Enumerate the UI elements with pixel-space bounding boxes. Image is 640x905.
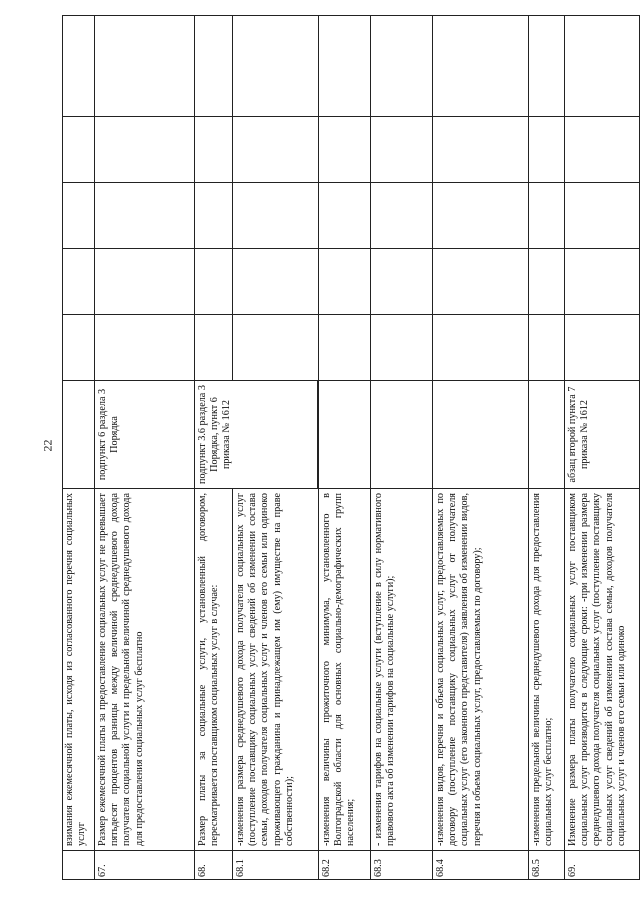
row-number: 68.5 xyxy=(529,850,564,880)
page-number: 22 xyxy=(40,439,55,452)
empty-cell xyxy=(62,248,94,314)
table-row xyxy=(433,15,529,880)
empty-cell xyxy=(529,248,564,314)
empty-cell xyxy=(433,15,528,116)
table-row xyxy=(565,15,640,880)
requirements-table xyxy=(62,15,640,880)
row-text: -изменения величины прожиточного минимума, установленного в Волгоградской области для основных социально-демографических групп населения; xyxy=(319,488,370,850)
empty-cell xyxy=(62,116,94,182)
empty-cell xyxy=(95,116,194,182)
empty-cell xyxy=(195,182,232,248)
row-text: Изменение размера платы получателю социальных услуг поставщиком социальных услуг производится в следующие сроки: -при изменении размера среднедушевого дохода получателя социальных услуг (поступление поставщику социальных услуг сведений об изменении состава семьи, доходов получателя социальных услуг и членов его семьи или одиноко xyxy=(565,488,640,850)
empty-cell xyxy=(233,116,318,182)
empty-cell xyxy=(371,248,432,314)
empty-cell xyxy=(233,15,318,116)
empty-cell xyxy=(319,182,370,248)
empty-cell xyxy=(319,116,370,182)
empty-cell xyxy=(371,182,432,248)
row-number: 68.1 xyxy=(233,850,318,880)
row-text: Размер ежемесячной платы за предоставление социальных услуг не превышает пятьдесят процентов разницы между величиной среднедушевого дохода получателя социальной услуги и предельной величиной среднедушевого дохода для предоставления социальных услуг бесплатно xyxy=(95,488,194,850)
table-row xyxy=(195,15,233,880)
row-number: 68.3 xyxy=(371,850,432,880)
empty-cell xyxy=(233,248,318,314)
empty-cell xyxy=(233,314,318,380)
empty-cell xyxy=(433,116,528,182)
empty-cell xyxy=(62,182,94,248)
empty-cell xyxy=(319,314,370,380)
table-row xyxy=(529,15,565,880)
row-number: 68.2 xyxy=(319,850,370,880)
empty-cell xyxy=(195,248,232,314)
row-text: -изменения видов, перечня и объема социальных услуг, предоставляемых по договору (поступление поставщику социальных услуг от получателя социальных услуг (его законного представителя) заявления об изменении видов, перечня и объема социальных услуг, предоставляемых по договору); xyxy=(433,488,528,850)
table-row xyxy=(62,15,95,880)
empty-cell xyxy=(433,182,528,248)
empty-cell xyxy=(233,182,318,248)
empty-cell xyxy=(195,314,232,380)
empty-cell xyxy=(95,248,194,314)
row-reference xyxy=(371,380,432,488)
empty-cell xyxy=(371,314,432,380)
row-number: 68. xyxy=(195,850,232,880)
row-reference xyxy=(319,380,370,488)
empty-cell xyxy=(371,116,432,182)
empty-cell xyxy=(565,15,640,116)
row-reference xyxy=(529,380,564,488)
empty-cell xyxy=(95,15,194,116)
empty-cell xyxy=(433,248,528,314)
row-number: 67. xyxy=(95,850,194,880)
row-reference: абзац второй пункта 7 приказа № 1612 xyxy=(565,380,640,488)
row-number: 68.4 xyxy=(433,850,528,880)
row-reference: подпункт 3.6 раздела 3 Порядка, пункт 6 приказа № 1612 xyxy=(195,380,318,488)
empty-cell xyxy=(565,116,640,182)
table-row xyxy=(371,15,433,880)
table-row xyxy=(95,15,195,880)
empty-cell xyxy=(371,15,432,116)
empty-cell xyxy=(433,314,528,380)
empty-cell xyxy=(529,116,564,182)
row-reference: подпункт 6 раздела 3 Порядка xyxy=(95,380,194,488)
row-reference xyxy=(433,380,528,488)
row-text: взимания ежемесячной платы, исходя из согласованного перечня социальных услуг xyxy=(62,488,94,850)
empty-cell xyxy=(565,314,640,380)
row-text: Размер платы за социальные услуги, установленный договором, пересматривается поставщиком социальных услуг в случае: xyxy=(195,488,232,850)
row-text: -изменения размера среднедушевого дохода получателя социальных услуг (поступление поставщику социальных услуг сведений об изменении состава семьи, доходов получателя социальных услуг и членов его семьи или одиноко проживающего гражданина и принадлежащем им (ему) имуществе на праве собственности); xyxy=(233,488,318,850)
empty-cell xyxy=(319,248,370,314)
empty-cell xyxy=(195,15,232,116)
row-reference xyxy=(62,380,94,488)
empty-cell xyxy=(565,182,640,248)
row-text: - изменения тарифов на социальные услуги (вступление в силу нормативного правового акта об изменении тарифов на социальные услуги); xyxy=(371,488,432,850)
empty-cell xyxy=(529,15,564,116)
empty-cell xyxy=(319,15,370,116)
empty-cell xyxy=(529,182,564,248)
empty-cell xyxy=(95,182,194,248)
empty-cell xyxy=(565,248,640,314)
empty-cell xyxy=(195,116,232,182)
table-row xyxy=(319,15,371,880)
empty-cell xyxy=(62,314,94,380)
row-number: 69. xyxy=(565,850,640,880)
empty-cell xyxy=(529,314,564,380)
empty-cell xyxy=(95,314,194,380)
row-number xyxy=(62,850,94,880)
row-text: -изменения предельной величины среднедушевого дохода для предоставления социальных услуг бесплатно; xyxy=(529,488,564,850)
empty-cell xyxy=(62,15,94,116)
